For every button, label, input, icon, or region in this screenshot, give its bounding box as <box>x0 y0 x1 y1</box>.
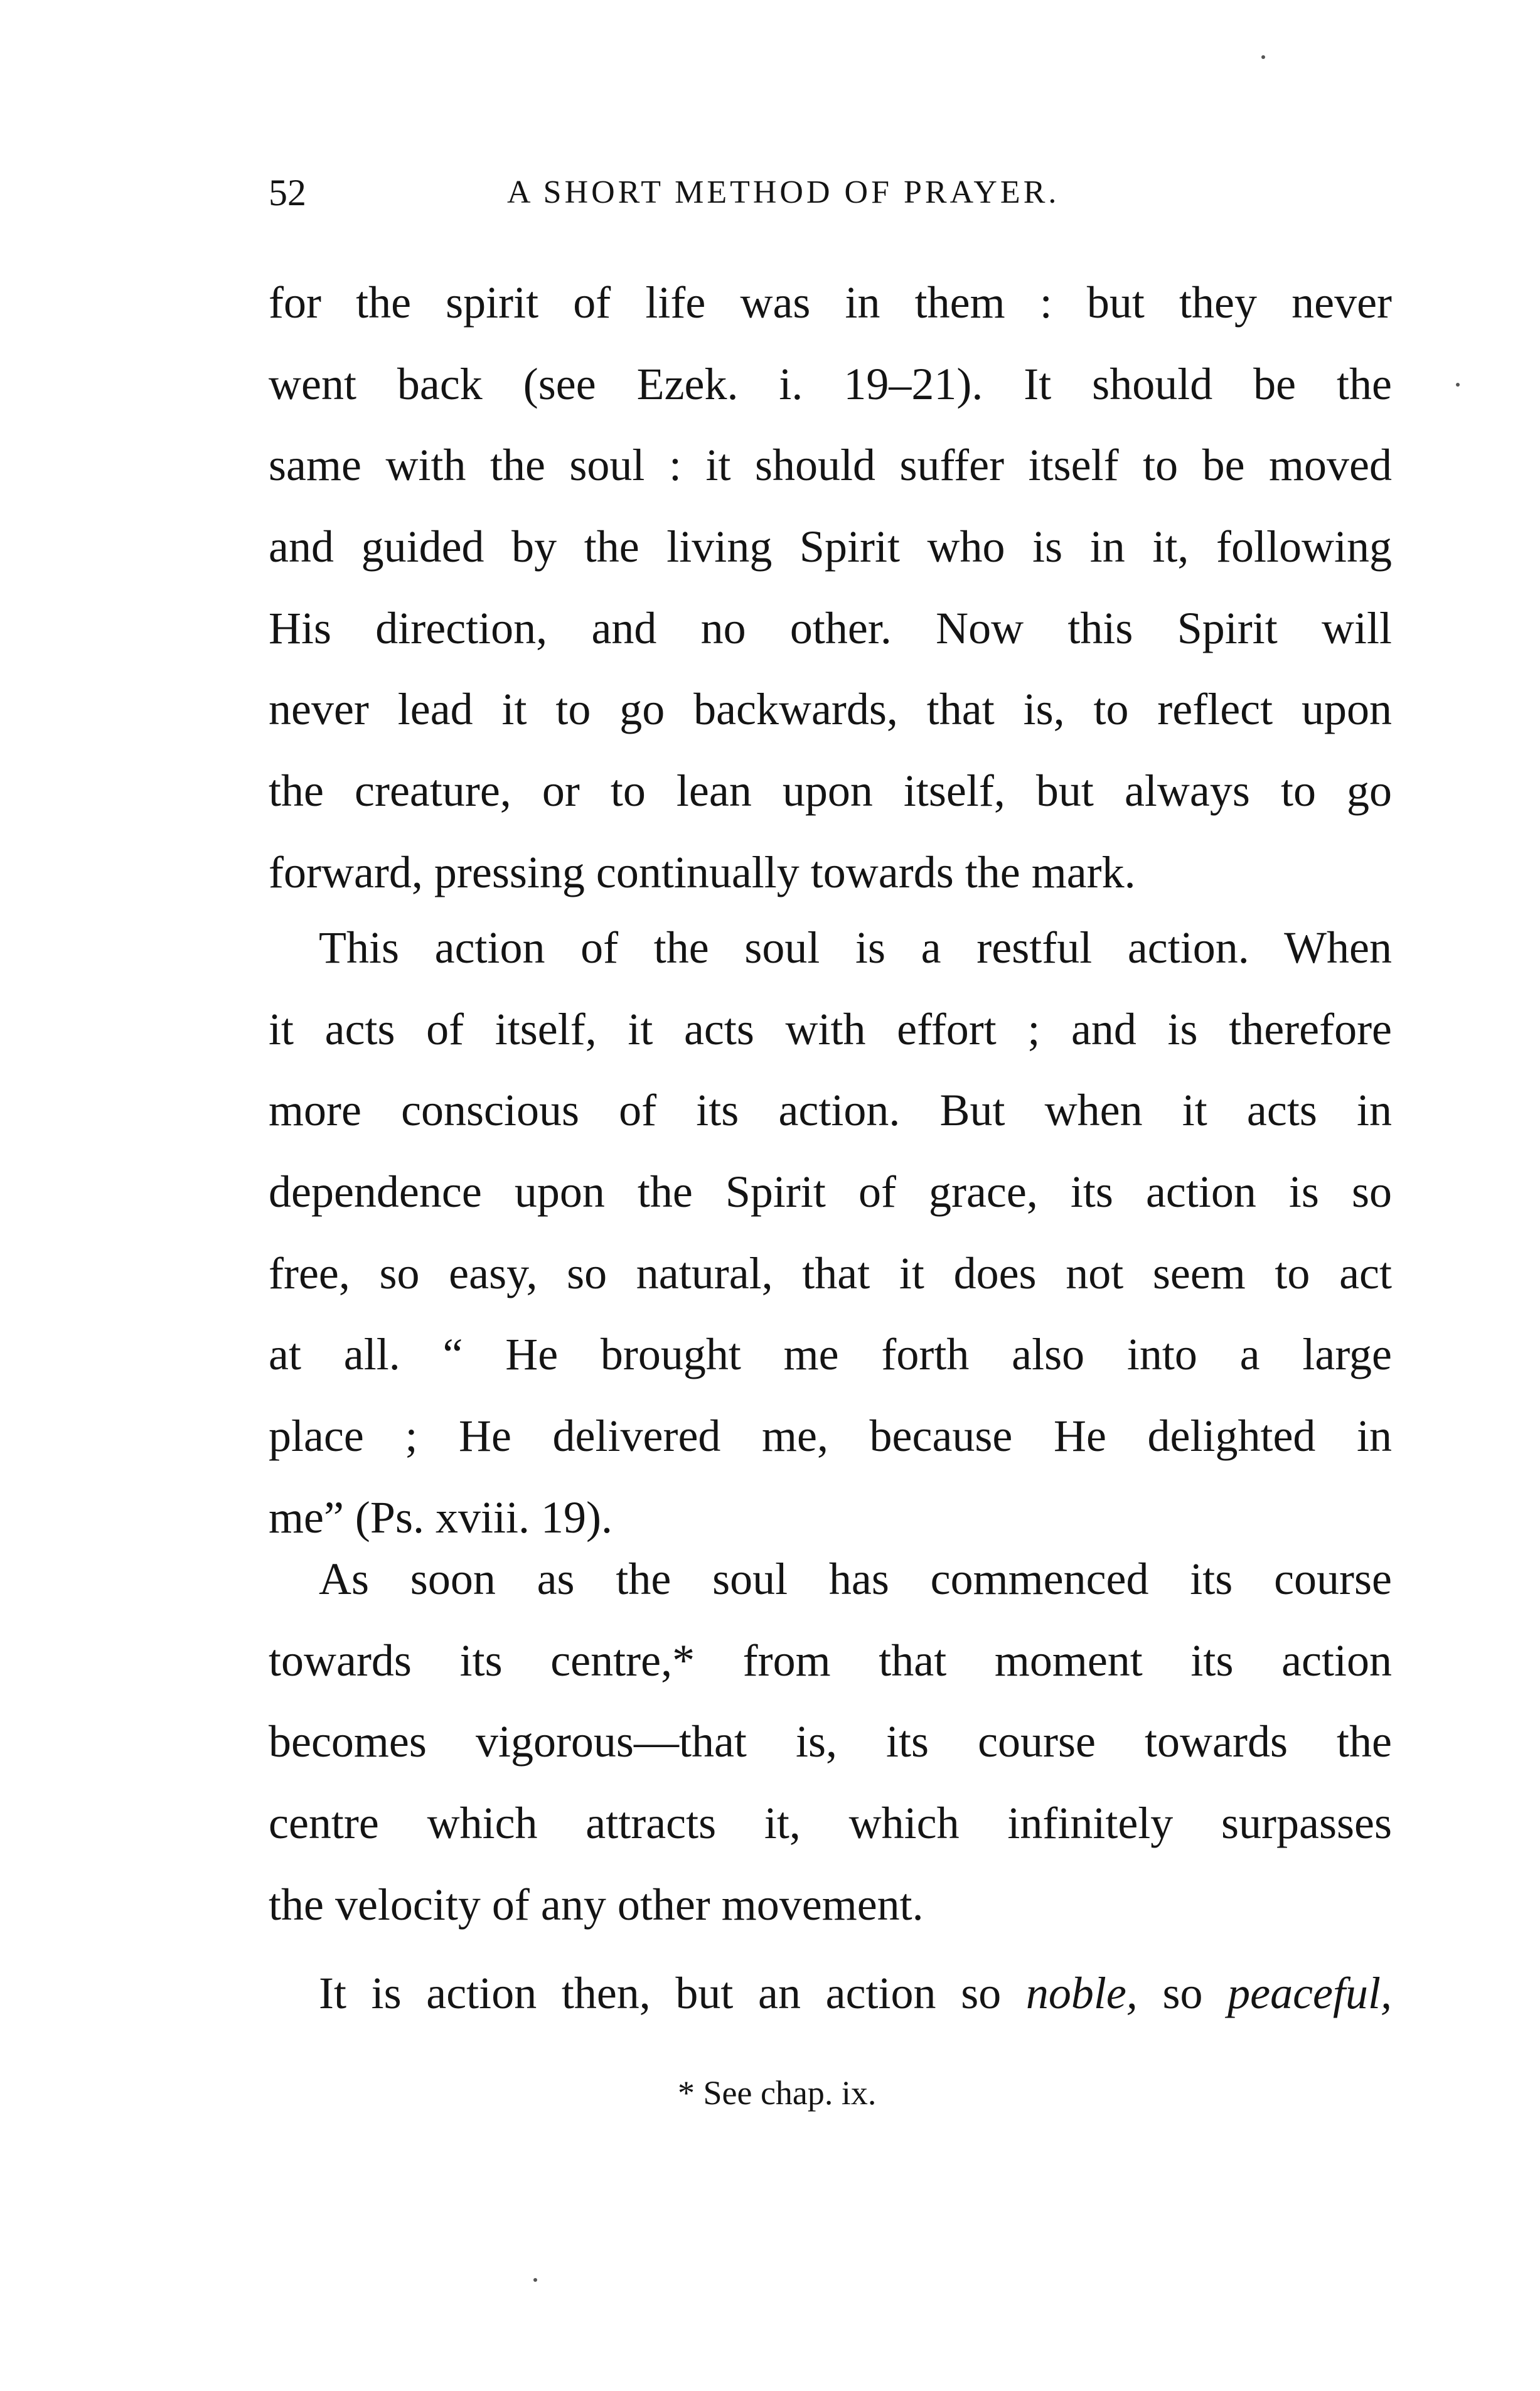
text-line: it acts of itself, it acts with effort ; and is therefore <box>269 1003 1392 1054</box>
text-line: me” (Ps. xviii. 19). <box>269 1492 612 1543</box>
italic-word: peaceful, <box>1227 1968 1392 2018</box>
text-line: at all. “ He brought me forth also into a large <box>269 1329 1392 1380</box>
text-run: It is action then, but an action so <box>319 1968 1026 2018</box>
text-line: centre which attracts it, which infinitely surpasses <box>269 1798 1392 1849</box>
text-line: and guided by the living Spirit who is in it, following <box>269 522 1392 572</box>
text-line: dependence upon the Spirit of grace, its action is so <box>269 1167 1392 1217</box>
text-line: towards its centre,* from that moment its action <box>269 1635 1392 1686</box>
paragraph-4 <box>269 1953 1392 2035</box>
print-speck <box>533 2278 537 2282</box>
text-line: place ; He delivered me, because He delighted in <box>269 1411 1392 1462</box>
text-line: for the spirit of life was in them : but they never <box>269 277 1392 328</box>
text-line: This action of the soul is a restful action. When <box>319 923 1392 973</box>
text-run: so <box>1137 1968 1228 2018</box>
page-header <box>269 164 1392 221</box>
text-line: His direction, and no other. Now this Spirit will <box>269 602 1392 653</box>
text-line: more conscious of its action. But when it acts in <box>269 1085 1392 1136</box>
text-line: the velocity of any other movement. <box>269 1879 924 1930</box>
paragraph-1 <box>269 262 1392 914</box>
print-speck <box>1261 55 1265 59</box>
text-line: never lead it to go backwards, that is, to reflect upon <box>269 684 1392 735</box>
running-title: A SHORT METHOD OF PRAYER. <box>507 174 1060 210</box>
text-line: As soon as the soul has commenced its course <box>319 1554 1392 1604</box>
text-line: same with the soul : it should suffer itself to be moved <box>269 440 1392 491</box>
text-line: forward, pressing continually towards the mark. <box>269 847 1136 897</box>
text-line: free, so easy, so natural, that it does not seem to act <box>269 1248 1392 1298</box>
footnote: * See chap. ix. <box>678 2074 877 2112</box>
text-line: becomes vigorous—that is, its course towards the <box>269 1716 1392 1767</box>
page-number: 52 <box>269 172 306 213</box>
text-line: went back (see Ezek. i. 19–21). It should be the <box>269 358 1392 409</box>
paragraph-2 <box>269 907 1392 1559</box>
italic-word: noble, <box>1025 1968 1138 2018</box>
text-line: the creature, or to lean upon itself, but always to go <box>269 766 1392 816</box>
text-line <box>269 1953 1392 2035</box>
print-speck <box>1456 383 1460 387</box>
paragraph-3 <box>269 1539 1392 1945</box>
